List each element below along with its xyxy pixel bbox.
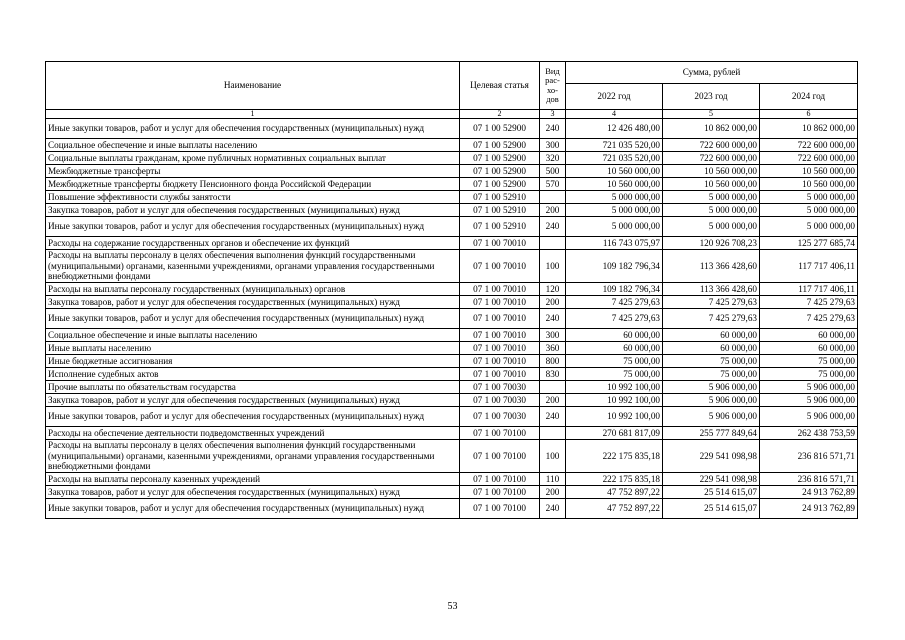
row-sum-2024: 24 913 762,89: [760, 499, 858, 519]
row-expense-type: 100: [540, 440, 566, 473]
budget-table: [45, 61, 858, 519]
row-target-code: 07 1 00 70010: [460, 283, 540, 296]
column-index: 1: [46, 110, 460, 119]
row-name: Прочие выплаты по обязательствам государства: [46, 381, 460, 394]
row-name: Расходы на выплаты персоналу в целях обеспечения выполнения функций государственными (муниципальными) органами, казенными учреждениями, органами управления государственными внебюджетными фондами: [46, 440, 460, 473]
row-sum-2023: 60 000,00: [663, 342, 760, 355]
row-name: Закупка товаров, работ и услуг для обеспечения государственных (муниципальных) нужд: [46, 394, 460, 407]
row-expense-type: 830: [540, 368, 566, 381]
row-name: Расходы на выплаты персоналу в целях обеспечения выполнения функций государственными (муниципальными) органами, казенными учреждениями, органами управления государственными внебюджетными фондами: [46, 250, 460, 283]
row-target-code: 07 1 00 70010: [460, 342, 540, 355]
table-row: [46, 250, 858, 283]
table-row: [46, 309, 858, 329]
row-sum-2022: 47 752 897,22: [566, 499, 663, 519]
row-target-code: 07 1 00 70030: [460, 394, 540, 407]
header-2024: 2024 год: [760, 84, 858, 110]
row-expense-type: 240: [540, 217, 566, 237]
row-target-code: 07 1 00 70030: [460, 407, 540, 427]
row-name: Иные выплаты населению: [46, 342, 460, 355]
row-target-code: 07 1 00 52900: [460, 119, 540, 139]
row-name: Социальное обеспечение и иные выплаты населению: [46, 139, 460, 152]
row-sum-2023: 5 906 000,00: [663, 407, 760, 427]
row-expense-type: 240: [540, 407, 566, 427]
row-expense-type: 320: [540, 152, 566, 165]
row-target-code: 07 1 00 70010: [460, 237, 540, 250]
row-sum-2022: 10 992 100,00: [566, 394, 663, 407]
table-row: [46, 427, 858, 440]
table-row: [46, 165, 858, 178]
row-expense-type: 200: [540, 204, 566, 217]
row-name: Социальные выплаты гражданам, кроме публичных нормативных социальных выплат: [46, 152, 460, 165]
row-name: Иные закупки товаров, работ и услуг для обеспечения государственных (муниципальных) нужд: [46, 407, 460, 427]
row-sum-2022: 75 000,00: [566, 355, 663, 368]
row-sum-2022: 60 000,00: [566, 329, 663, 342]
table-row: [46, 499, 858, 519]
table-row: [46, 119, 858, 139]
header-2022: 2022 год: [566, 84, 663, 110]
table-header: [46, 62, 858, 119]
row-sum-2023: 113 366 428,60: [663, 250, 760, 283]
row-target-code: 07 1 00 70010: [460, 355, 540, 368]
row-sum-2024: 60 000,00: [760, 329, 858, 342]
row-sum-2023: 10 862 000,00: [663, 119, 760, 139]
row-expense-type: 240: [540, 309, 566, 329]
row-sum-2024: 722 600 000,00: [760, 152, 858, 165]
row-sum-2023: 10 560 000,00: [663, 178, 760, 191]
row-name: Иные закупки товаров, работ и услуг для обеспечения государственных (муниципальных) нужд: [46, 309, 460, 329]
table-row: [46, 368, 858, 381]
row-sum-2022: 721 035 520,00: [566, 139, 663, 152]
row-sum-2024: 117 717 406,11: [760, 283, 858, 296]
row-expense-type: 200: [540, 296, 566, 309]
row-expense-type: 100: [540, 250, 566, 283]
row-expense-type: [540, 381, 566, 394]
row-expense-type: 110: [540, 473, 566, 486]
row-sum-2024: 5 000 000,00: [760, 204, 858, 217]
row-sum-2023: 5 906 000,00: [663, 381, 760, 394]
row-sum-2023: 229 541 098,98: [663, 473, 760, 486]
row-sum-2023: 722 600 000,00: [663, 139, 760, 152]
row-target-code: 07 1 00 70010: [460, 309, 540, 329]
row-target-code: 07 1 00 70010: [460, 250, 540, 283]
page-number: 53: [447, 601, 458, 612]
row-name: Межбюджетные трансферты бюджету Пенсионного фонда Российской Федерации: [46, 178, 460, 191]
row-sum-2022: 5 000 000,00: [566, 217, 663, 237]
row-name: Расходы на выплаты персоналу казенных учреждений: [46, 473, 460, 486]
row-sum-2024: 24 913 762,89: [760, 486, 858, 499]
row-sum-2023: 75 000,00: [663, 355, 760, 368]
row-sum-2023: 113 366 428,60: [663, 283, 760, 296]
table-row: [46, 381, 858, 394]
row-sum-2022: 7 425 279,63: [566, 309, 663, 329]
row-sum-2022: 10 560 000,00: [566, 165, 663, 178]
row-target-code: 07 1 00 70100: [460, 427, 540, 440]
row-expense-type: 120: [540, 283, 566, 296]
row-sum-2023: 10 560 000,00: [663, 165, 760, 178]
row-target-code: 07 1 00 52900: [460, 152, 540, 165]
row-sum-2022: 47 752 897,22: [566, 486, 663, 499]
row-sum-2024: 236 816 571,71: [760, 440, 858, 473]
header-2023: 2023 год: [663, 84, 760, 110]
row-sum-2023: 60 000,00: [663, 329, 760, 342]
table-row: [46, 440, 858, 473]
table-row: [46, 152, 858, 165]
row-expense-type: 360: [540, 342, 566, 355]
row-sum-2024: 7 425 279,63: [760, 309, 858, 329]
row-sum-2024: 10 560 000,00: [760, 165, 858, 178]
table-row: [46, 355, 858, 368]
row-name: Расходы на обеспечение деятельности подведомственных учреждений: [46, 427, 460, 440]
table-row: [46, 342, 858, 355]
row-expense-type: 240: [540, 499, 566, 519]
row-sum-2022: 60 000,00: [566, 342, 663, 355]
row-expense-type: 300: [540, 329, 566, 342]
header-target: Целевая статья: [460, 62, 540, 110]
row-name: Расходы на содержание государственных органов и обеспечение их функций: [46, 237, 460, 250]
row-target-code: 07 1 00 52900: [460, 139, 540, 152]
table-row: [46, 329, 858, 342]
row-sum-2024: 117 717 406,11: [760, 250, 858, 283]
row-sum-2024: 722 600 000,00: [760, 139, 858, 152]
header-expense-type: Вид рас- хо- дов: [540, 62, 566, 110]
table-row: [46, 139, 858, 152]
row-sum-2022: 270 681 817,09: [566, 427, 663, 440]
row-sum-2024: 5 906 000,00: [760, 394, 858, 407]
table-row: [46, 394, 858, 407]
row-sum-2024: 125 277 685,74: [760, 237, 858, 250]
row-sum-2022: 7 425 279,63: [566, 296, 663, 309]
row-target-code: 07 1 00 70100: [460, 440, 540, 473]
row-target-code: 07 1 00 70100: [460, 486, 540, 499]
table-row: [46, 283, 858, 296]
row-sum-2023: 120 926 708,23: [663, 237, 760, 250]
row-sum-2022: 75 000,00: [566, 368, 663, 381]
row-target-code: 07 1 00 52900: [460, 178, 540, 191]
row-sum-2022: 109 182 796,34: [566, 250, 663, 283]
row-name: Расходы на выплаты персоналу государственных (муниципальных) органов: [46, 283, 460, 296]
row-sum-2024: 236 816 571,71: [760, 473, 858, 486]
row-sum-2022: 5 000 000,00: [566, 191, 663, 204]
table-row: [46, 486, 858, 499]
row-sum-2022: 12 426 480,00: [566, 119, 663, 139]
row-sum-2023: 5 000 000,00: [663, 191, 760, 204]
row-name: Исполнение судебных актов: [46, 368, 460, 381]
row-target-code: 07 1 00 70100: [460, 473, 540, 486]
table-row: [46, 237, 858, 250]
row-sum-2024: 10 560 000,00: [760, 178, 858, 191]
table-row: [46, 407, 858, 427]
row-sum-2022: 10 992 100,00: [566, 381, 663, 394]
row-target-code: 07 1 00 52910: [460, 191, 540, 204]
header-sum: Сумма, рублей: [566, 62, 858, 84]
table-row: [46, 191, 858, 204]
row-sum-2023: 7 425 279,63: [663, 309, 760, 329]
row-sum-2023: 5 000 000,00: [663, 204, 760, 217]
column-index: 4: [566, 110, 663, 119]
row-sum-2024: 75 000,00: [760, 355, 858, 368]
row-sum-2024: 75 000,00: [760, 368, 858, 381]
row-name: Социальное обеспечение и иные выплаты населению: [46, 329, 460, 342]
row-sum-2024: 5 000 000,00: [760, 191, 858, 204]
row-name: Иные закупки товаров, работ и услуг для обеспечения государственных (муниципальных) нужд: [46, 119, 460, 139]
table-row: [46, 473, 858, 486]
row-expense-type: 200: [540, 486, 566, 499]
row-expense-type: [540, 191, 566, 204]
table-row: [46, 178, 858, 191]
row-sum-2022: 109 182 796,34: [566, 283, 663, 296]
row-sum-2024: 10 862 000,00: [760, 119, 858, 139]
row-sum-2022: 10 560 000,00: [566, 178, 663, 191]
column-index: 6: [760, 110, 858, 119]
row-sum-2023: 7 425 279,63: [663, 296, 760, 309]
column-index: 5: [663, 110, 760, 119]
row-name: Повышение эффективности службы занятости: [46, 191, 460, 204]
row-expense-type: 570: [540, 178, 566, 191]
row-sum-2023: 229 541 098,98: [663, 440, 760, 473]
column-index: 3: [540, 110, 566, 119]
row-target-code: 07 1 00 70010: [460, 329, 540, 342]
row-target-code: 07 1 00 70100: [460, 499, 540, 519]
header-name: Наименование: [46, 62, 460, 110]
row-name: Закупка товаров, работ и услуг для обеспечения государственных (муниципальных) нужд: [46, 486, 460, 499]
column-index-row: [46, 110, 858, 119]
row-name: Закупка товаров, работ и услуг для обеспечения государственных (муниципальных) нужд: [46, 204, 460, 217]
row-sum-2022: 721 035 520,00: [566, 152, 663, 165]
row-sum-2024: 60 000,00: [760, 342, 858, 355]
row-target-code: 07 1 00 52910: [460, 204, 540, 217]
row-expense-type: [540, 427, 566, 440]
row-sum-2023: 722 600 000,00: [663, 152, 760, 165]
row-sum-2024: 262 438 753,59: [760, 427, 858, 440]
row-expense-type: 800: [540, 355, 566, 368]
row-sum-2024: 7 425 279,63: [760, 296, 858, 309]
table-row: [46, 217, 858, 237]
row-target-code: 07 1 00 70010: [460, 296, 540, 309]
row-sum-2022: 10 992 100,00: [566, 407, 663, 427]
row-name: Иные бюджетные ассигнования: [46, 355, 460, 368]
row-sum-2024: 5 906 000,00: [760, 381, 858, 394]
row-sum-2023: 5 906 000,00: [663, 394, 760, 407]
row-expense-type: 500: [540, 165, 566, 178]
row-sum-2023: 75 000,00: [663, 368, 760, 381]
row-sum-2023: 25 514 615,07: [663, 486, 760, 499]
row-expense-type: [540, 237, 566, 250]
row-sum-2022: 5 000 000,00: [566, 204, 663, 217]
column-index: 2: [460, 110, 540, 119]
row-name: Закупка товаров, работ и услуг для обеспечения государственных (муниципальных) нужд: [46, 296, 460, 309]
row-sum-2024: 5 906 000,00: [760, 407, 858, 427]
row-target-code: 07 1 00 52910: [460, 217, 540, 237]
row-name: Иные закупки товаров, работ и услуг для обеспечения государственных (муниципальных) нужд: [46, 217, 460, 237]
row-expense-type: 240: [540, 119, 566, 139]
row-sum-2022: 222 175 835,18: [566, 440, 663, 473]
row-sum-2023: 5 000 000,00: [663, 217, 760, 237]
row-sum-2022: 222 175 835,18: [566, 473, 663, 486]
row-name: Иные закупки товаров, работ и услуг для обеспечения государственных (муниципальных) нужд: [46, 499, 460, 519]
table-row: [46, 204, 858, 217]
row-sum-2022: 116 743 075,97: [566, 237, 663, 250]
row-sum-2023: 25 514 615,07: [663, 499, 760, 519]
row-target-code: 07 1 00 52900: [460, 165, 540, 178]
row-sum-2024: 5 000 000,00: [760, 217, 858, 237]
row-sum-2023: 255 777 849,64: [663, 427, 760, 440]
row-target-code: 07 1 00 70010: [460, 368, 540, 381]
table-row: [46, 296, 858, 309]
row-expense-type: 300: [540, 139, 566, 152]
row-name: Межбюджетные трансферты: [46, 165, 460, 178]
row-expense-type: 200: [540, 394, 566, 407]
row-target-code: 07 1 00 70030: [460, 381, 540, 394]
table-body: [46, 119, 858, 519]
